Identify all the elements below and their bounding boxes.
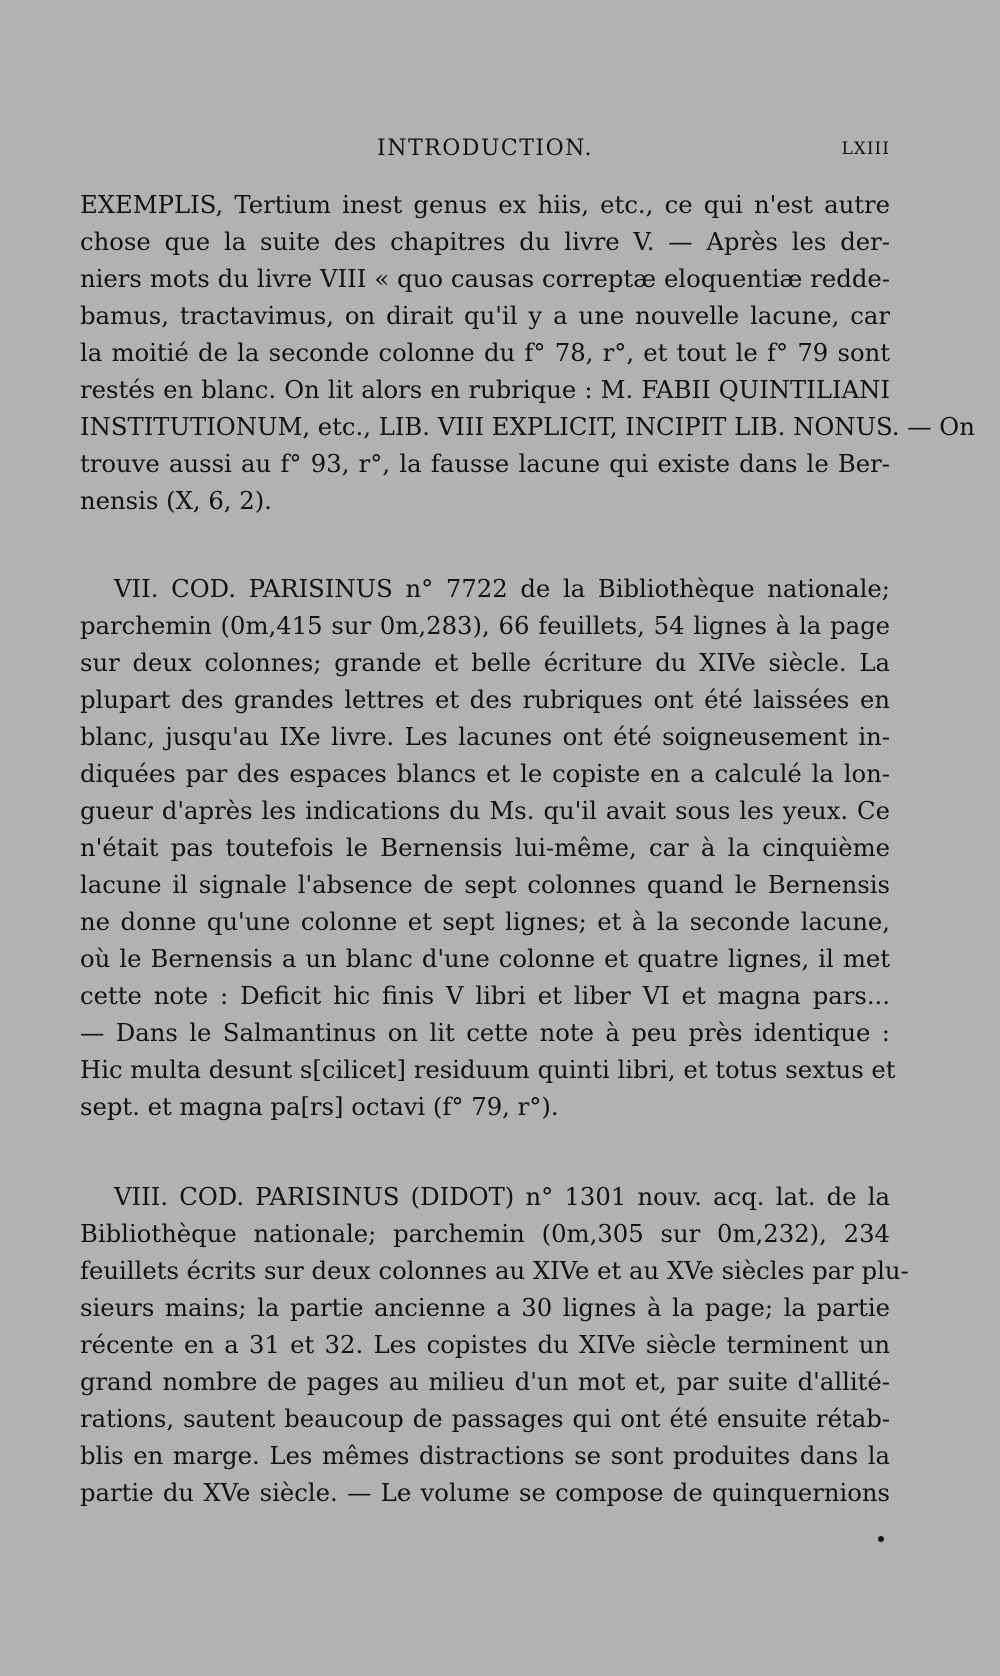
text-line: diquées par des espaces blancs et le copiste en a calculé la lon- — [80, 759, 890, 788]
text-line: chose que la suite des chapitres du livre V. — Après les der- — [80, 227, 890, 256]
text-line: récente en a 31 et 32. Les copistes du XIVe siècle terminent un — [80, 1330, 890, 1359]
text-line: grand nombre de pages au milieu d'un mot et, par suite d'allité- — [80, 1367, 890, 1396]
text-line: — Dans le Salmantinus on lit cette note à peu près identique : — [80, 1018, 890, 1047]
text-line: EXEMPLIS, Tertium inest genus ex hiis, etc., ce qui n'est autre — [80, 190, 890, 219]
text-line: ne donne qu'une colonne et sept lignes; et à la seconde lacune, — [80, 907, 890, 936]
text-line: INSTITUTIONUM, etc., LIB. VIII EXPLICIT, INCIPIT LIB. NONUS. — On — [80, 412, 975, 441]
text-line: cette note : Deficit hic finis V libri et liber VI et magna pars... — [80, 981, 890, 1010]
text-line: sept. et magna pa[rs] octavi (f° 79, r°). — [80, 1092, 559, 1121]
paragraph-vi-continued — [80, 186, 975, 519]
printer-mark-dot — [878, 1536, 884, 1542]
running-title: INTRODUCTION. — [377, 136, 593, 161]
text-line: lacune il signale l'absence de sept colonnes quand le Bernensis — [80, 870, 890, 899]
text-line: blis en marge. Les mêmes distractions se sont produites dans la — [80, 1441, 890, 1470]
page-number: LXIII — [841, 139, 890, 159]
text-line: partie du XVe siècle. — Le volume se compose de quinquernions — [80, 1478, 890, 1507]
text-line: blanc, jusqu'au IXe livre. Les lacunes ont été soigneusement in- — [80, 722, 890, 751]
text-line: nensis (X, 6, 2). — [80, 486, 272, 515]
text-line: feuillets écrits sur deux colonnes au XIVe et au XVe siècles par plu- — [80, 1256, 909, 1285]
text-line: gueur d'après les indications du Ms. qu'il avait sous les yeux. Ce — [80, 796, 890, 825]
text-line: niers mots du livre VIII « quo causas correptæ eloquentiæ redde- — [80, 264, 890, 293]
text-line: restés en blanc. On lit alors en rubrique : M. FABII QUINTILIANI — [80, 375, 890, 404]
text-line: VIII. COD. PARISINUS (DIDOT) n° 1301 nouv. acq. lat. de la — [114, 1182, 890, 1211]
text-line: trouve aussi au f° 93, r°, la fausse lacune qui existe dans le Ber- — [80, 449, 890, 478]
text-line: parchemin (0m,415 sur 0m,283), 66 feuillets, 54 lignes à la page — [80, 611, 890, 640]
text-line: plupart des grandes lettres et des rubriques ont été laissées en — [80, 685, 890, 714]
text-line: sur deux colonnes; grande et belle écriture du XIVe siècle. La — [80, 648, 890, 677]
text-line: Bibliothèque nationale; parchemin (0m,305 sur 0m,232), 234 — [80, 1219, 890, 1248]
text-line: rations, sautent beaucoup de passages qui ont été ensuite rétab- — [80, 1404, 890, 1433]
text-line: n'était pas toutefois le Bernensis lui-même, car à la cinquième — [80, 833, 890, 862]
running-head — [80, 136, 890, 166]
text-line: sieurs mains; la partie ancienne a 30 lignes à la page; la partie — [80, 1293, 890, 1322]
text-line: Hic multa desunt s[cilicet] residuum quinti libri, et totus sextus et — [80, 1055, 896, 1084]
text-line: où le Bernensis a un blanc d'une colonne et quatre lignes, il met — [80, 944, 890, 973]
text-line: VII. COD. PARISINUS n° 7722 de la Bibliothèque nationale; — [114, 574, 890, 603]
text-line: bamus, tractavimus, on dirait qu'il y a une nouvelle lacune, car — [80, 301, 890, 330]
text-line: la moitié de la seconde colonne du f° 78, r°, et tout le f° 79 sont — [80, 338, 890, 367]
paragraph-viii — [80, 1178, 909, 1511]
paragraph-vii — [80, 570, 896, 1125]
